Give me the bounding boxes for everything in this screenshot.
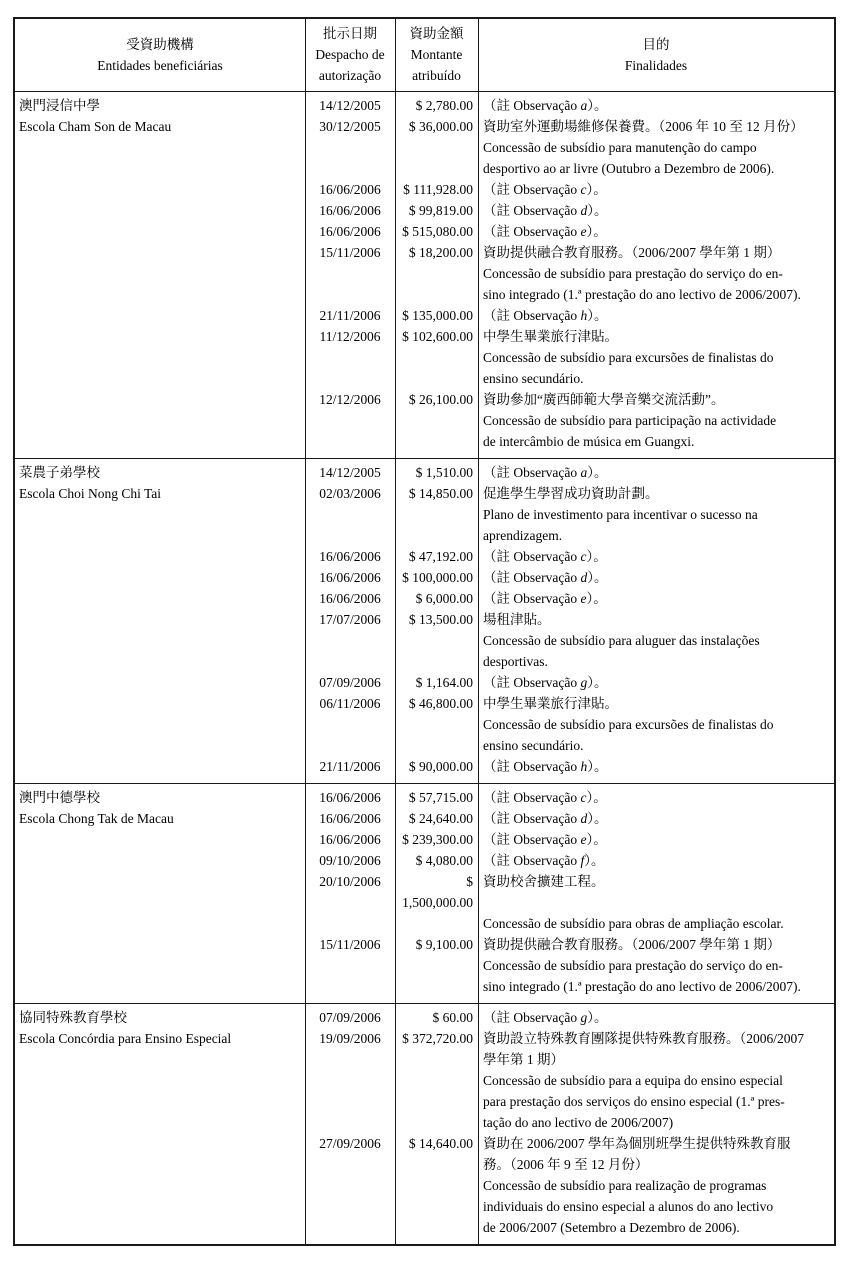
column-rule	[305, 19, 306, 91]
entry-amount: $ 372,720.00	[402, 1031, 473, 1046]
entry-amount: $ 47,192.00	[408, 549, 473, 564]
entry-amount	[395, 158, 478, 179]
table-row	[15, 1133, 834, 1154]
entry-date: 21/11/2006	[319, 759, 381, 774]
entry-date: 19/09/2006	[319, 1031, 381, 1046]
purpose-line: ensino secundário.	[483, 371, 584, 386]
entity-spacer	[15, 1091, 305, 1112]
entry-amount	[395, 1175, 478, 1196]
purpose-line: 資助校舍擴建工程。	[483, 874, 605, 889]
entity-cell	[15, 787, 305, 829]
entity-name-zh: 協同特殊教育學校	[19, 1010, 127, 1025]
table-row	[15, 504, 834, 525]
purpose-line: （註 Observação e）。	[483, 832, 607, 847]
purpose-line: 資助參加“廣西師範大學音樂交流活動”。	[483, 392, 725, 407]
column-rule	[395, 1004, 396, 1244]
entity-spacer	[15, 284, 305, 305]
table-row	[15, 672, 834, 693]
table-row	[15, 179, 834, 200]
table-row	[15, 1154, 834, 1175]
entry-amount	[395, 263, 478, 284]
table-row	[15, 1049, 834, 1070]
entry-amount: $ 1,500,000.00	[402, 874, 473, 910]
table-row	[15, 200, 834, 221]
entry-date	[305, 284, 395, 305]
header-date-zh: 批示日期	[323, 26, 377, 41]
purpose-line: desportivo ao ar livre (Outubro a Dezembro de 2006).	[483, 161, 775, 176]
purpose-line: desportivas.	[483, 654, 548, 669]
purpose-line: 學年第 1 期）	[483, 1052, 564, 1067]
entity-spacer	[15, 546, 305, 567]
entry-date: 14/12/2005	[319, 465, 381, 480]
table-row	[15, 1112, 834, 1133]
entry-amount	[395, 955, 478, 976]
entity-spacer	[15, 137, 305, 158]
purpose-line: （註 Observação h）。	[483, 759, 608, 774]
column-rule	[478, 1004, 479, 1244]
table-row	[15, 263, 834, 284]
purpose-line: 中學生畢業旅行津貼。	[483, 696, 618, 711]
purpose-line: （註 Observação a）。	[483, 465, 608, 480]
entity-spacer	[15, 389, 305, 410]
entity-spacer	[15, 431, 305, 452]
table-row	[15, 284, 834, 305]
entity-spacer	[15, 609, 305, 630]
entity-spacer	[15, 347, 305, 368]
table-row	[15, 305, 834, 326]
entry-date: 09/10/2006	[319, 853, 381, 868]
column-rule	[305, 92, 306, 458]
entity-name-pt: Escola Choi Nong Chi Tai	[19, 486, 162, 501]
table-row	[15, 588, 834, 609]
entry-amount	[395, 735, 478, 756]
entry-amount: $ 13,500.00	[408, 612, 473, 627]
entry-date: 21/11/2006	[319, 308, 381, 323]
purpose-line: 務。（2006 年 9 至 12 月份）	[483, 1157, 649, 1172]
table-row	[15, 756, 834, 777]
entry-date	[305, 410, 395, 431]
entity-spacer	[15, 756, 305, 777]
entity-spacer	[15, 871, 305, 913]
entry-amount: $ 14,640.00	[408, 1136, 473, 1151]
column-rule	[478, 19, 479, 91]
purpose-line: Concessão de subsídio para excursões de finalistas do	[483, 350, 774, 365]
entity-spacer	[15, 200, 305, 221]
entity-spacer	[15, 829, 305, 850]
purpose-line: Concessão de subsídio para a equipa do ensino especial	[483, 1073, 783, 1088]
purpose-line: （註 Observação a）。	[483, 98, 608, 113]
purpose-line: （註 Observação e）。	[483, 591, 607, 606]
header-date-pt2: autorização	[318, 68, 382, 83]
entity-spacer	[15, 1175, 305, 1196]
entry-date	[305, 431, 395, 452]
entry-date	[305, 1196, 395, 1217]
entity-name-zh: 澳門浸信中學	[19, 98, 100, 113]
column-rule	[305, 784, 306, 1003]
entry-date	[305, 158, 395, 179]
header-amount-zh: 資助金額	[409, 26, 464, 41]
purpose-line: 資助設立特殊教育團隊提供特殊教育服務。（2006/2007	[483, 1031, 805, 1046]
entity-spacer	[15, 955, 305, 976]
purpose-line: 中學生畢業旅行津貼。	[483, 329, 618, 344]
entry-date	[305, 651, 395, 672]
entity-spacer	[15, 221, 305, 242]
column-rule	[478, 784, 479, 1003]
entry-amount	[395, 525, 478, 546]
purpose-line: （註 Observação f）。	[483, 853, 605, 868]
table-row	[15, 431, 834, 452]
table-row	[15, 326, 834, 347]
table-row	[15, 525, 834, 546]
header-amount	[395, 23, 478, 86]
purpose-line: （註 Observação c）。	[483, 549, 607, 564]
entry-amount: $ 9,100.00	[415, 937, 473, 952]
subsidy-table	[13, 17, 836, 1246]
entry-amount	[395, 1049, 478, 1070]
entity-cell	[15, 95, 305, 137]
entry-date: 02/03/2006	[319, 486, 381, 501]
entry-amount	[395, 410, 478, 431]
entry-amount	[395, 1154, 478, 1175]
entity-spacer	[15, 1049, 305, 1070]
entity-spacer	[15, 1112, 305, 1133]
entry-date: 17/07/2006	[319, 612, 381, 627]
entry-amount: $ 1,510.00	[415, 465, 473, 480]
column-rule	[478, 459, 479, 783]
purpose-line: 場租津貼。	[483, 612, 551, 627]
entry-date	[305, 1091, 395, 1112]
entry-date	[305, 735, 395, 756]
entity-spacer	[15, 630, 305, 651]
entry-amount	[395, 630, 478, 651]
entity-spacer	[15, 672, 305, 693]
header-amount-pt1: Montante	[410, 47, 463, 62]
entry-amount: $ 99,819.00	[408, 203, 473, 218]
entry-date: 07/09/2006	[319, 675, 381, 690]
entry-date	[305, 1154, 395, 1175]
purpose-line: Concessão de subsídio para realização de programas	[483, 1178, 767, 1193]
entity-spacer	[15, 693, 305, 714]
table-row	[15, 651, 834, 672]
purpose-line: Concessão de subsídio para aluguer das instalações	[483, 633, 760, 648]
entry-amount: $ 14,850.00	[408, 486, 473, 501]
entry-amount: $ 24,640.00	[408, 811, 473, 826]
entity-spacer	[15, 588, 305, 609]
entry-date: 16/06/2006	[319, 224, 381, 239]
entity-spacer	[15, 934, 305, 955]
table-row	[15, 735, 834, 756]
entry-amount	[395, 347, 478, 368]
entry-amount: $ 100,000.00	[402, 570, 473, 585]
entry-amount	[395, 431, 478, 452]
entity-spacer	[15, 1133, 305, 1154]
entry-date	[305, 504, 395, 525]
table-row	[15, 934, 834, 955]
table-row	[15, 1196, 834, 1217]
entity-name-zh: 菜農子弟學校	[19, 465, 100, 480]
entry-amount	[395, 1112, 478, 1133]
purpose-line: Concessão de subsídio para excursões de finalistas do	[483, 717, 774, 732]
header-date-pt1: Despacho de	[315, 47, 385, 62]
entity-cell	[15, 462, 305, 504]
entity-name-zh: 澳門中德學校	[19, 790, 100, 805]
table-row	[15, 913, 834, 934]
entry-date: 20/10/2006	[319, 874, 381, 889]
column-rule	[478, 92, 479, 458]
purpose-line: aprendizagem.	[483, 528, 563, 543]
entry-amount: $ 90,000.00	[408, 759, 473, 774]
purpose-line: Plano de investimento para incentivar o sucesso na	[483, 507, 758, 522]
table-row	[15, 955, 834, 976]
purpose-line: 資助在 2006/2007 學年為個別班學生提供特殊教育服	[483, 1136, 791, 1151]
entry-date	[305, 347, 395, 368]
entry-amount: $ 111,928.00	[403, 182, 473, 197]
entity-group	[15, 92, 834, 458]
entry-amount: $ 46,800.00	[408, 696, 473, 711]
purpose-line: de intercâmbio de música em Guangxi.	[483, 434, 695, 449]
entity-name-pt: Escola Chong Tak de Macau	[19, 811, 174, 826]
table-row	[15, 1217, 834, 1238]
entry-amount: $ 515,080.00	[402, 224, 473, 239]
entity-spacer	[15, 158, 305, 179]
table-row	[15, 410, 834, 431]
entry-amount: $ 18,200.00	[408, 245, 473, 260]
purpose-line: tação do ano lectivo de 2006/2007)	[483, 1115, 674, 1130]
table-row	[15, 976, 834, 997]
entry-date	[305, 976, 395, 997]
entry-date	[305, 955, 395, 976]
column-rule	[395, 459, 396, 783]
entry-amount: $ 26,100.00	[408, 392, 473, 407]
table-row	[15, 242, 834, 263]
table-row	[15, 1175, 834, 1196]
entry-amount	[395, 1070, 478, 1091]
entity-spacer	[15, 326, 305, 347]
purpose-line: （註 Observação c）。	[483, 182, 607, 197]
entity-spacer	[15, 263, 305, 284]
purpose-line: （註 Observação e）。	[483, 224, 607, 239]
entry-date: 16/06/2006	[319, 549, 381, 564]
header-date	[305, 23, 395, 86]
entry-amount	[395, 1217, 478, 1238]
entity-spacer	[15, 179, 305, 200]
entity-spacer	[15, 651, 305, 672]
entity-name-pt: Escola Concórdia para Ensino Especial	[19, 1031, 232, 1046]
entity-group	[15, 783, 834, 1003]
entry-date: 16/06/2006	[319, 203, 381, 218]
header-purpose-zh: 目的	[642, 36, 670, 52]
header-entities	[15, 23, 305, 86]
entry-date: 11/12/2006	[319, 329, 381, 344]
entry-amount: $ 36,000.00	[408, 119, 473, 134]
entry-date: 27/09/2006	[319, 1136, 381, 1151]
entry-date	[305, 137, 395, 158]
entry-date: 16/06/2006	[319, 182, 381, 197]
table-row	[15, 389, 834, 410]
entity-spacer	[15, 305, 305, 326]
column-rule	[395, 19, 396, 91]
entity-spacer	[15, 1154, 305, 1175]
entry-amount: $ 60.00	[432, 1010, 473, 1025]
purpose-line: sino integrado (1.ª prestação do ano lectivo de 2006/2007).	[483, 287, 801, 302]
entry-date	[305, 263, 395, 284]
entry-amount	[395, 368, 478, 389]
table-row	[15, 347, 834, 368]
purpose-line: Concessão de subsídio para obras de ampliação escolar.	[483, 916, 784, 931]
entry-amount	[395, 714, 478, 735]
table-row	[15, 1091, 834, 1112]
entry-date	[305, 913, 395, 934]
purpose-line: Concessão de subsídio para participação na actividade	[483, 413, 777, 428]
entity-spacer	[15, 976, 305, 997]
entity-spacer	[15, 368, 305, 389]
purpose-line: （註 Observação h）。	[483, 308, 608, 323]
entity-spacer	[15, 242, 305, 263]
entity-spacer	[15, 1196, 305, 1217]
header-entities-pt: Entidades beneficiárias	[97, 57, 223, 73]
entry-date	[305, 630, 395, 651]
entry-date: 14/12/2005	[319, 98, 381, 113]
entity-cell	[15, 1007, 305, 1049]
table-body	[15, 92, 834, 1244]
entry-date: 16/06/2006	[319, 832, 381, 847]
entry-amount	[395, 137, 478, 158]
purpose-line: 資助室外運動場維修保養費。（2006 年 10 至 12 月份）	[483, 119, 804, 134]
purpose-line: ensino secundário.	[483, 738, 584, 753]
purpose-line: （註 Observação d）。	[483, 570, 608, 585]
entry-amount: $ 135,000.00	[402, 308, 473, 323]
table-row	[15, 850, 834, 871]
column-rule	[395, 784, 396, 1003]
entry-amount: $ 2,780.00	[415, 98, 473, 113]
entry-date	[305, 1049, 395, 1070]
entry-date	[305, 1070, 395, 1091]
table-row	[15, 630, 834, 651]
purpose-line: Concessão de subsídio para prestação do serviço do en-	[483, 958, 783, 973]
purpose-line: 資助提供融合教育服務。（2006/2007 學年第 1 期）	[483, 245, 781, 260]
entity-spacer	[15, 735, 305, 756]
entity-spacer	[15, 1217, 305, 1238]
table-row	[15, 871, 834, 913]
table-row	[15, 567, 834, 588]
entity-name-pt: Escola Cham Son de Macau	[19, 119, 172, 134]
entry-amount	[395, 504, 478, 525]
purpose-line: （註 Observação d）。	[483, 203, 608, 218]
entry-date: 16/06/2006	[319, 790, 381, 805]
entry-amount: $ 6,000.00	[415, 591, 473, 606]
table-row	[15, 158, 834, 179]
column-rule	[305, 1004, 306, 1244]
header-purpose	[478, 23, 834, 86]
entry-date	[305, 525, 395, 546]
table-row	[15, 609, 834, 630]
entry-date: 12/12/2006	[319, 392, 381, 407]
purpose-line: individuais do ensino especial a alunos do ano lectivo	[483, 1199, 774, 1214]
entry-amount	[395, 651, 478, 672]
entry-date: 07/09/2006	[319, 1010, 381, 1025]
entity-group	[15, 1003, 834, 1244]
entry-date	[305, 714, 395, 735]
purpose-line: （註 Observação g）。	[483, 675, 608, 690]
entity-spacer	[15, 1070, 305, 1091]
entry-date	[305, 1112, 395, 1133]
header-amount-pt2: atribuído	[412, 68, 461, 83]
entry-amount: $ 57,715.00	[408, 790, 473, 805]
table-row	[15, 693, 834, 714]
entry-date: 16/06/2006	[319, 591, 381, 606]
entity-spacer	[15, 850, 305, 871]
entry-date: 30/12/2005	[319, 119, 381, 134]
header-entities-zh: 受資助機構	[126, 36, 194, 52]
entry-amount: $ 1,164.00	[415, 675, 473, 690]
entry-date	[305, 1217, 395, 1238]
entry-amount	[395, 976, 478, 997]
entry-date	[305, 368, 395, 389]
purpose-line: （註 Observação d）。	[483, 811, 608, 826]
entry-amount	[395, 1091, 478, 1112]
entity-group	[15, 458, 834, 783]
column-rule	[305, 459, 306, 783]
entry-amount: $ 4,080.00	[415, 853, 473, 868]
table-row	[15, 1070, 834, 1091]
purpose-line: Concessão de subsídio para manutenção do campo	[483, 140, 757, 155]
entry-amount	[395, 1196, 478, 1217]
table-row	[15, 368, 834, 389]
table-row	[15, 137, 834, 158]
entry-date: 16/06/2006	[319, 570, 381, 585]
entity-spacer	[15, 567, 305, 588]
entry-date: 15/11/2006	[319, 937, 381, 952]
purpose-line: 促進學生學習成功資助計劃。	[483, 486, 659, 501]
entity-spacer	[15, 504, 305, 525]
entry-amount: $ 102,600.00	[402, 329, 473, 344]
entity-spacer	[15, 913, 305, 934]
entry-date: 06/11/2006	[319, 696, 381, 711]
entry-amount	[395, 913, 478, 934]
entry-amount: $ 239,300.00	[402, 832, 473, 847]
table-row	[15, 546, 834, 567]
entity-spacer	[15, 714, 305, 735]
purpose-line: sino integrado (1.ª prestação do ano lectivo de 2006/2007).	[483, 979, 801, 994]
purpose-line: （註 Observação c）。	[483, 790, 607, 805]
purpose-line: （註 Observação g）。	[483, 1010, 608, 1025]
table-row	[15, 829, 834, 850]
purpose-line: para prestação dos serviços do ensino especial (1.ª pres-	[483, 1094, 785, 1109]
entry-date: 15/11/2006	[319, 245, 381, 260]
entry-amount	[395, 284, 478, 305]
entry-date	[305, 1175, 395, 1196]
purpose-line: de 2006/2007 (Setembro a Dezembro de 2006).	[483, 1220, 740, 1235]
purpose-line: 資助提供融合教育服務。（2006/2007 學年第 1 期）	[483, 937, 781, 952]
entry-date: 16/06/2006	[319, 811, 381, 826]
header-purpose-pt: Finalidades	[624, 57, 688, 73]
entity-spacer	[15, 525, 305, 546]
table-row	[15, 221, 834, 242]
column-rule	[395, 92, 396, 458]
purpose-line: Concessão de subsídio para prestação do serviço do en-	[483, 266, 783, 281]
entity-spacer	[15, 410, 305, 431]
table-header	[15, 19, 834, 92]
table-row	[15, 714, 834, 735]
